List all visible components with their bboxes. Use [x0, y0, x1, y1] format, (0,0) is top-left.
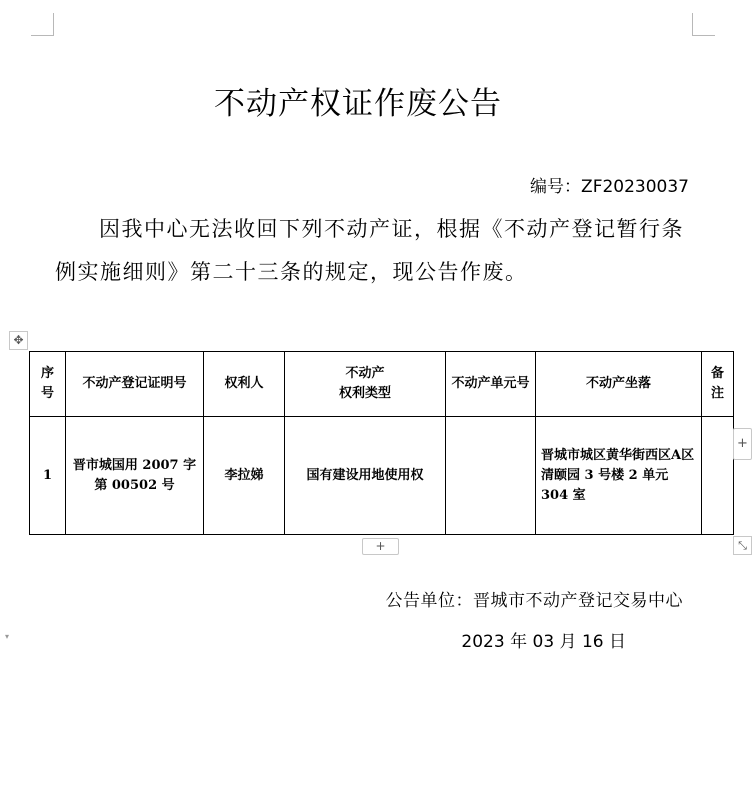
header-holder: 权利人 — [204, 352, 285, 417]
document-number: 编号：ZF20230037 — [530, 177, 689, 197]
add-column-button[interactable] — [733, 428, 752, 460]
header-cert-no: 不动产登记证明号 — [66, 352, 204, 417]
move-icon: ✥ — [13, 333, 24, 347]
plus-icon: + — [375, 539, 386, 553]
announcement-body: 因我中心无法收回下列不动产证，根据《不动产登记暂行条例实施细则》第二十三条的规定，现公告作废。 — [55, 217, 684, 284]
void-certificate-table — [29, 351, 734, 535]
date-day: 16 — [581, 632, 604, 652]
cell-location: 晋城市城区黄华街西区A区清颐园 3 号楼 2 单元 304 室 — [536, 417, 702, 535]
date-year: 2023 — [461, 632, 505, 652]
table-header-row — [30, 352, 734, 417]
date-day-unit: 日 — [609, 632, 626, 652]
issuing-organization: 公告单位：晋城市不动产登记交易中心 — [385, 591, 683, 611]
header-remark: 备注 — [702, 352, 734, 417]
table-resize-handle[interactable] — [733, 536, 752, 555]
table-row — [30, 417, 734, 535]
resize-icon: ⤡ — [738, 539, 747, 552]
page-corner-mark-top-left — [31, 13, 54, 36]
table-move-handle[interactable] — [9, 331, 28, 350]
document-title: 不动产权证作废公告 — [214, 86, 502, 122]
cell-unit-no — [446, 417, 536, 535]
date-month-unit: 月 — [559, 632, 577, 652]
cell-holder: 李拉娣 — [204, 417, 285, 535]
add-row-button[interactable] — [362, 538, 399, 555]
header-unit-no: 不动产单元号 — [446, 352, 536, 417]
cell-right-type: 国有建设用地使用权 — [285, 417, 446, 535]
date-month: 03 — [532, 632, 555, 652]
header-right-type — [285, 352, 446, 417]
cell-seq: 1 — [30, 417, 66, 535]
header-location: 不动产坐落 — [536, 352, 702, 417]
cell-remark — [702, 417, 734, 535]
plus-icon: + — [737, 436, 748, 451]
header-right-type-line2: 权利类型 — [338, 386, 391, 401]
cell-cert-no: 晋市城国用 2007 字第 00502 号 — [66, 417, 204, 535]
announcement-date — [461, 627, 626, 652]
paragraph-marker-icon: ▾ — [5, 632, 10, 641]
date-year-unit: 年 — [510, 632, 528, 652]
header-right-type-line1: 不动产 — [345, 366, 385, 381]
header-seq: 序号 — [30, 352, 66, 417]
page-corner-mark-top-right — [692, 13, 715, 36]
